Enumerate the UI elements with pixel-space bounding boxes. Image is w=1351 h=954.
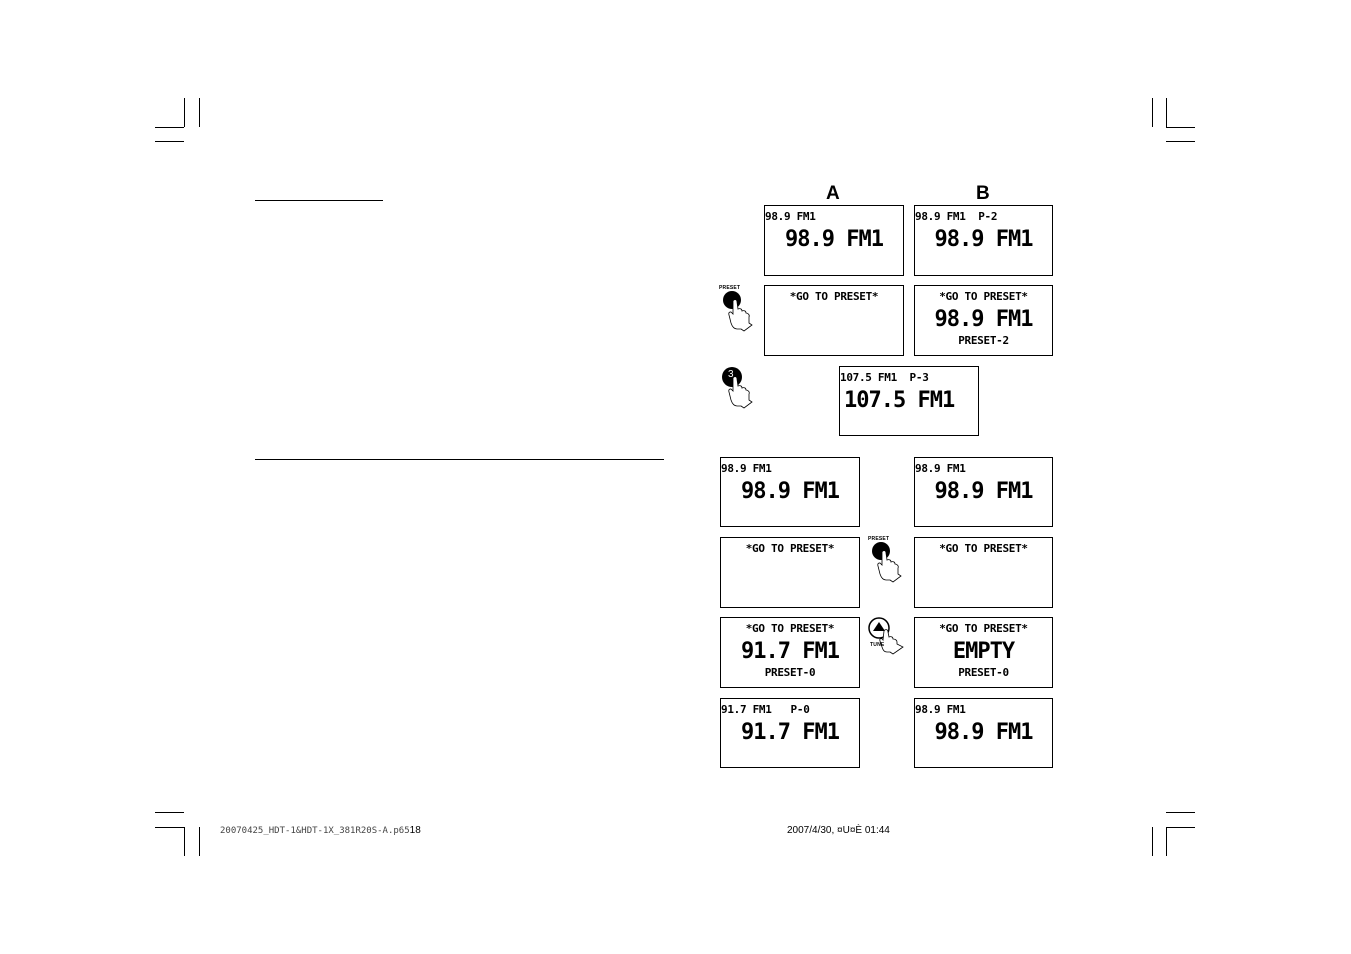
- lcd-status-line: 98.9 FM1: [915, 462, 966, 475]
- lcd-status-line: 91.7 FM1 P-0: [721, 703, 810, 716]
- lcd-display: [720, 617, 860, 688]
- footer-date: 2007/4/30, ¤U¤È 01:44: [787, 825, 890, 836]
- crop-mark: [1166, 827, 1167, 856]
- crop-mark: [1166, 827, 1195, 828]
- lcd-main-line: 107.5 FM1: [844, 388, 955, 413]
- number-3-button: [719, 366, 755, 410]
- lcd-status-line: *GO TO PRESET*: [939, 290, 1028, 303]
- lcd-status-line: 98.9 FM1: [721, 462, 772, 475]
- lcd-preset-line: PRESET-0: [764, 666, 816, 679]
- lcd-display: [839, 366, 979, 436]
- footer-filename: [220, 826, 421, 836]
- lcd-status-line: *GO TO PRESET*: [789, 290, 879, 303]
- lcd-main-line: 98.9 FM1: [934, 720, 1033, 745]
- lcd-status-line: 98.9 FM1 P-2: [915, 210, 998, 223]
- button-label: TUNE: [870, 642, 885, 648]
- lcd-main-line: 91.7 FM1: [741, 639, 839, 664]
- lcd-status-line: 98.9 FM1: [915, 703, 966, 716]
- lcd-status-line: *GO TO PRESET*: [745, 622, 835, 635]
- lcd-display: [764, 285, 904, 356]
- lcd-display: [914, 537, 1053, 608]
- lcd-display: [720, 698, 860, 768]
- lcd-preset-line: PRESET-2: [958, 334, 1009, 347]
- footer-file: 20070425_HDT-1&HDT-1X_381R20S-A.p65: [220, 826, 410, 836]
- lcd-preset-line: PRESET-0: [958, 666, 1009, 679]
- lcd-display: [914, 205, 1053, 276]
- tune-up-icon: [867, 617, 907, 657]
- lcd-status-line: *GO TO PRESET*: [939, 622, 1028, 635]
- finger-press-icon: [868, 540, 904, 586]
- crop-mark: [1152, 98, 1153, 127]
- crop-mark: [155, 827, 184, 828]
- lcd-display: [720, 537, 860, 608]
- crop-mark: [1166, 127, 1195, 128]
- lcd-main-line: 91.7 FM1: [741, 720, 839, 745]
- crop-mark: [184, 827, 185, 856]
- lcd-status-line: *GO TO PRESET*: [939, 542, 1028, 555]
- section-rule: [255, 459, 664, 460]
- button-number: 3: [728, 369, 734, 380]
- lcd-display: [764, 205, 904, 276]
- lcd-display: [914, 457, 1053, 527]
- lcd-display: [914, 698, 1053, 768]
- lcd-status-line: 98.9 FM1: [765, 210, 816, 223]
- crop-mark: [1166, 812, 1195, 813]
- footer-page-number: 18: [409, 825, 421, 836]
- lcd-main-line: 98.9 FM1: [741, 479, 839, 504]
- finger-press-icon: [719, 289, 755, 335]
- lcd-display: [914, 285, 1053, 356]
- lcd-main-line: EMPTY: [952, 639, 1015, 664]
- lcd-display: [914, 617, 1053, 688]
- crop-mark: [184, 98, 185, 127]
- button-label: PRESET: [868, 536, 890, 542]
- crop-mark: [199, 827, 200, 856]
- crop-mark: [199, 98, 200, 127]
- lcd-main-line: 98.9 FM1: [934, 479, 1033, 504]
- lcd-main-line: 98.9 FM1: [785, 227, 883, 252]
- crop-mark: [155, 812, 184, 813]
- column-heading-a: A: [826, 183, 840, 204]
- lcd-display: [720, 457, 860, 527]
- crop-mark: [155, 141, 184, 142]
- preset-button: [719, 285, 755, 329]
- section-rule: [255, 200, 383, 201]
- tune-up-button: [867, 617, 903, 661]
- crop-mark: [1166, 141, 1195, 142]
- finger-press-icon: [719, 366, 755, 412]
- button-label: PRESET: [719, 285, 741, 291]
- lcd-status-line: 107.5 FM1 P-3: [840, 371, 929, 384]
- lcd-status-line: *GO TO PRESET*: [745, 542, 835, 555]
- lcd-main-line: 98.9 FM1: [934, 307, 1033, 332]
- preset-button: [868, 536, 904, 580]
- column-heading-b: B: [976, 183, 990, 204]
- crop-mark: [155, 127, 184, 128]
- crop-mark: [1166, 98, 1167, 127]
- lcd-main-line: 98.9 FM1: [934, 227, 1033, 252]
- crop-mark: [1152, 827, 1153, 856]
